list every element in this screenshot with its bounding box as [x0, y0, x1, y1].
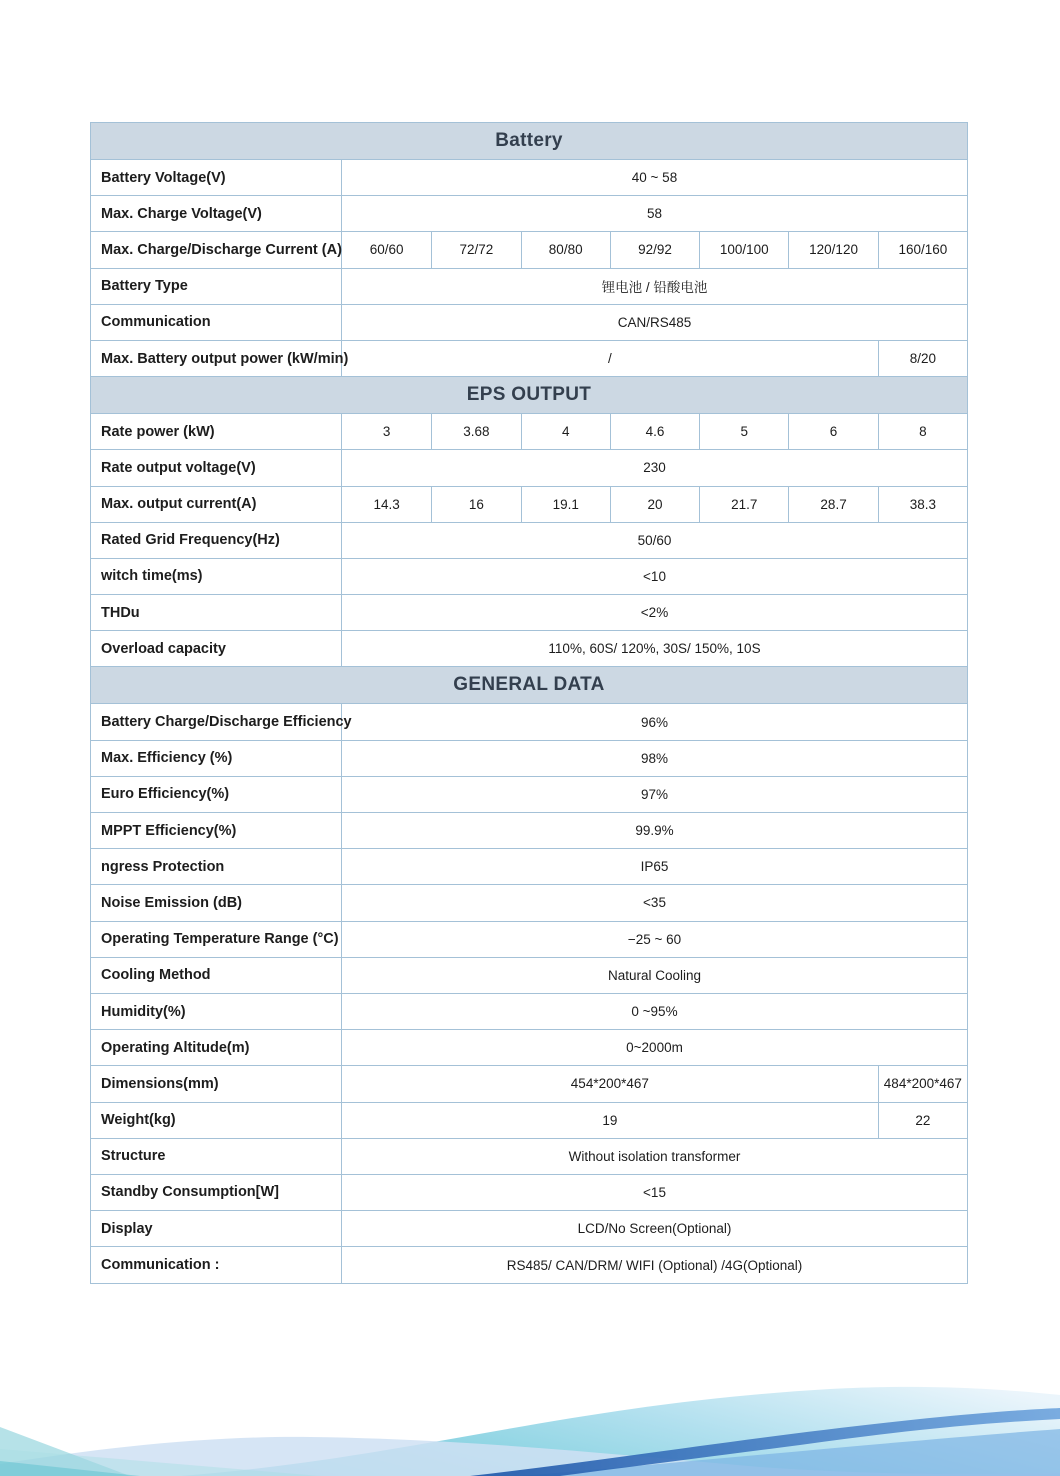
row-label: Cooling Method: [91, 958, 342, 993]
spec-row: [91, 414, 967, 450]
row-value: 50/60: [637, 532, 672, 548]
row-value: 230: [643, 460, 666, 476]
row-label: Max. output current(A): [91, 487, 342, 522]
row-value: RS485/ CAN/DRM/ WIFI (Optional) /4G(Optional): [506, 1257, 803, 1273]
row-value: <35: [643, 895, 666, 911]
spec-row: [91, 958, 967, 994]
spec-row: [91, 777, 967, 813]
row-value: 0 ~95%: [631, 1004, 678, 1020]
spec-row: [91, 1103, 967, 1139]
spec-row: [91, 631, 967, 667]
spec-row: [91, 1175, 967, 1211]
row-value: 72/72: [431, 232, 520, 267]
row-value: 99.9%: [635, 823, 674, 839]
row-label: Operating Temperature Range (°C): [91, 922, 342, 957]
spec-row: [91, 595, 967, 631]
row-label: Battery Charge/Discharge Efficiency: [91, 704, 342, 739]
row-label: Communication: [91, 305, 342, 340]
row-value: 28.7: [788, 487, 877, 522]
row-label: Standby Consumption[W]: [91, 1175, 342, 1210]
row-label: Max. Efficiency (%): [91, 741, 342, 776]
section-header: GENERAL DATA: [91, 667, 967, 704]
spec-row: [91, 341, 967, 377]
row-value: −25 ~ 60: [627, 931, 682, 947]
row-label: Rate output voltage(V): [91, 450, 342, 485]
row-value: 3.68: [431, 414, 520, 449]
row-value: 14.3: [373, 496, 400, 512]
row-value: 454*200*467: [570, 1076, 649, 1092]
row-value: 5: [699, 414, 788, 449]
row-label: Rated Grid Frequency(Hz): [91, 523, 342, 558]
row-value: <2%: [640, 605, 669, 621]
row-value: 6: [788, 414, 877, 449]
spec-row: [91, 885, 967, 921]
row-label: Dimensions(mm): [91, 1066, 342, 1101]
row-label: Communication :: [91, 1247, 342, 1283]
row-label: Max. Charge/Discharge Current (A): [91, 232, 342, 267]
section-header: EPS OUTPUT: [91, 377, 967, 414]
row-value: IP65: [640, 859, 669, 875]
row-value: 58: [646, 206, 663, 222]
row-value: Natural Cooling: [607, 967, 702, 983]
row-value: 100/100: [699, 232, 788, 267]
row-label: Noise Emission (dB): [91, 885, 342, 920]
row-value: 110%, 60S/ 120%, 30S/ 150%, 10S: [548, 641, 761, 657]
row-label: MPPT Efficiency(%): [91, 813, 342, 848]
row-label: Euro Efficiency(%): [91, 777, 342, 812]
section-header: Battery: [91, 123, 967, 160]
row-label: THDu: [91, 595, 342, 630]
footer-wave-decoration: [0, 1361, 1060, 1476]
spec-row: [91, 487, 967, 523]
row-label: ngress Protection: [91, 849, 342, 884]
row-label: Structure: [91, 1139, 342, 1174]
spec-row: [91, 196, 967, 232]
spec-row: [91, 232, 967, 268]
row-value: 20: [610, 487, 699, 522]
row-label: Overload capacity: [91, 631, 342, 666]
row-label: witch time(ms): [91, 559, 342, 594]
row-value: 锂电池 / 铅酸电池: [601, 280, 708, 296]
row-label: Weight(kg): [91, 1103, 342, 1138]
row-value: <10: [643, 568, 666, 584]
spec-row: [91, 849, 967, 885]
row-value: /: [607, 351, 612, 367]
row-value: CAN/RS485: [617, 314, 692, 330]
row-label: Battery Type: [91, 269, 342, 304]
spec-row: [91, 305, 967, 341]
row-value: 38.3: [878, 487, 967, 522]
row-value: 98%: [640, 750, 669, 766]
spec-row: [91, 1211, 967, 1247]
row-value: 22: [878, 1103, 967, 1138]
row-value: 160/160: [878, 232, 967, 267]
row-value: 120/120: [788, 232, 877, 267]
row-value: 60/60: [369, 242, 404, 258]
row-value: 8/20: [878, 341, 967, 376]
spec-row: [91, 269, 967, 305]
spec-row: [91, 450, 967, 486]
spec-row: [91, 994, 967, 1030]
row-label: Battery Voltage(V): [91, 160, 342, 195]
row-label: Max. Charge Voltage(V): [91, 196, 342, 231]
spec-row: [91, 559, 967, 595]
row-label: Max. Battery output power (kW/min): [91, 341, 342, 376]
spec-row: [91, 1066, 967, 1102]
spec-row: [91, 1139, 967, 1175]
row-label: Display: [91, 1211, 342, 1246]
row-value: Without isolation transformer: [568, 1148, 741, 1164]
row-value: 16: [431, 487, 520, 522]
spec-row: [91, 523, 967, 559]
row-value: 4: [521, 414, 610, 449]
spec-row: [91, 1030, 967, 1066]
spec-row: [91, 813, 967, 849]
row-label: Rate power (kW): [91, 414, 342, 449]
row-value: 96%: [640, 714, 669, 730]
row-value: 3: [382, 424, 391, 440]
row-label: Operating Altitude(m): [91, 1030, 342, 1065]
row-value: 40 ~ 58: [631, 170, 678, 186]
row-value: LCD/No Screen(Optional): [577, 1221, 732, 1237]
spec-row: [91, 704, 967, 740]
row-value: 21.7: [699, 487, 788, 522]
spec-row: [91, 1247, 967, 1283]
row-value: 4.6: [610, 414, 699, 449]
row-value: 92/92: [610, 232, 699, 267]
spec-row: [91, 741, 967, 777]
row-value: 0~2000m: [626, 1040, 683, 1056]
spec-row: [91, 160, 967, 196]
row-label: Humidity(%): [91, 994, 342, 1029]
row-value: <15: [643, 1184, 666, 1200]
row-value: 484*200*467: [878, 1066, 967, 1101]
row-value: 97%: [640, 786, 669, 802]
row-value: 80/80: [521, 232, 610, 267]
specification-table: [90, 122, 968, 1284]
spec-row: [91, 922, 967, 958]
row-value: 19.1: [521, 487, 610, 522]
row-value: 19: [602, 1112, 618, 1128]
row-value: 8: [878, 414, 967, 449]
